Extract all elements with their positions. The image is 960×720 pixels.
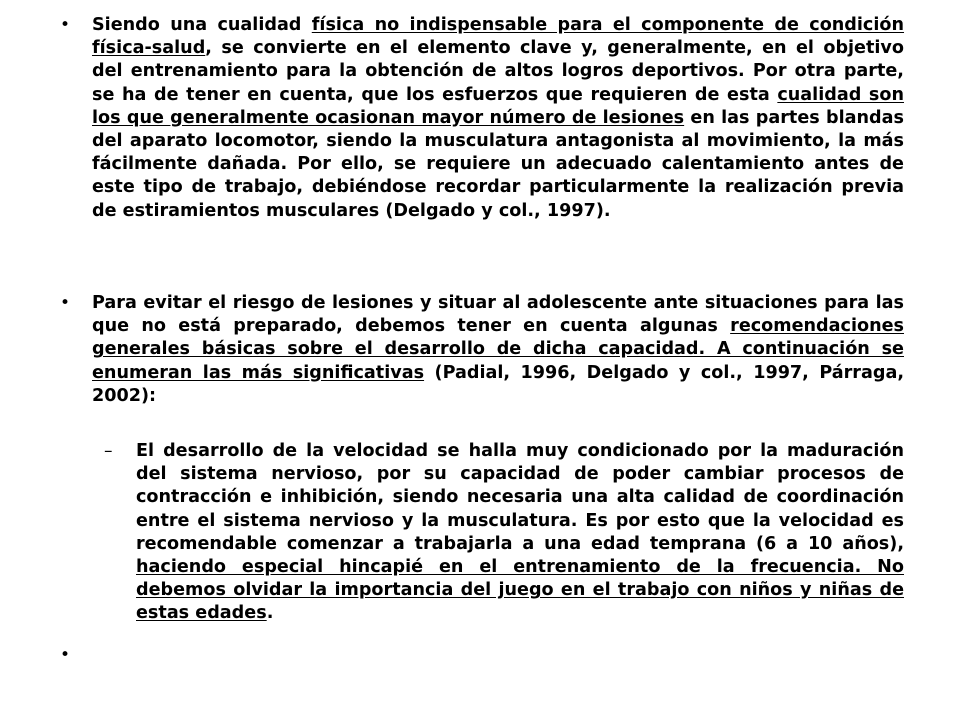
bullet-marker: • bbox=[60, 15, 71, 35]
text-run: (Padial, 1996, Delgado y col., 1997, Párraga, 2002): bbox=[92, 362, 905, 406]
dash-marker: – bbox=[104, 441, 113, 461]
paragraph-speed-injuries bbox=[92, 14, 904, 223]
underlined-text-run: recomendaciones generales básicas sobre el desarrollo de dicha capacidad. A continuación se enumeran las más significativas bbox=[92, 316, 904, 383]
text-run: Siendo una cualidad bbox=[92, 15, 312, 35]
underlined-text-run: haciendo especial hincapié en el entrenamiento de la frecuencia. No debemos olvidar la importancia del juego en el trabajo con niños y niñas de estas edades bbox=[136, 557, 904, 624]
text-run: en las partes blandas del aparato locomotor, siendo la musculatura antagonista al movimiento, la más fácilmente dañada. Por ello, se requiere un adecuado calentamiento antes de este tipo de trabajo, debiéndose recordar particularmente la realización previa de estiramientos musculares (Delgado y col., 1997). bbox=[92, 107, 904, 221]
text-run: , se convierte en el elemento clave y, generalmente, en el objetivo del entrenamiento para la obtención de altos logros deportivos. Por otra parte, se ha de tener en cuenta, que los esfuerzos que requieren de esta bbox=[92, 38, 904, 105]
underlined-text-run: cualidad son los que generalmente ocasionan mayor número de lesiones bbox=[92, 84, 904, 128]
text-run: El desarrollo de la velocidad se halla muy condicionado por la maduración del sistema nervioso, por su capacidad de poder cambiar procesos de contracción e inhibición, siendo necesaria una alta calidad de coordinación entre el sistema nervioso y la musculatura. Es por esto que la velocidad es recomendable comenzar a trabajarla a una edad temprana (6 a 10 años), bbox=[136, 441, 904, 554]
paragraph-recommendations bbox=[92, 292, 904, 408]
bullet-marker: • bbox=[60, 293, 71, 313]
underlined-text-run: física no indispensable para el componente de condición física-salud bbox=[92, 15, 905, 59]
subparagraph-velocity-development bbox=[136, 440, 904, 626]
empty-bullet-marker: • bbox=[60, 645, 71, 665]
text-run: . bbox=[266, 603, 274, 624]
text-run: Para evitar el riesgo de lesiones y situar al adolescente ante situaciones para las que no está preparado, debemos tener en cuenta algunas bbox=[92, 293, 904, 337]
